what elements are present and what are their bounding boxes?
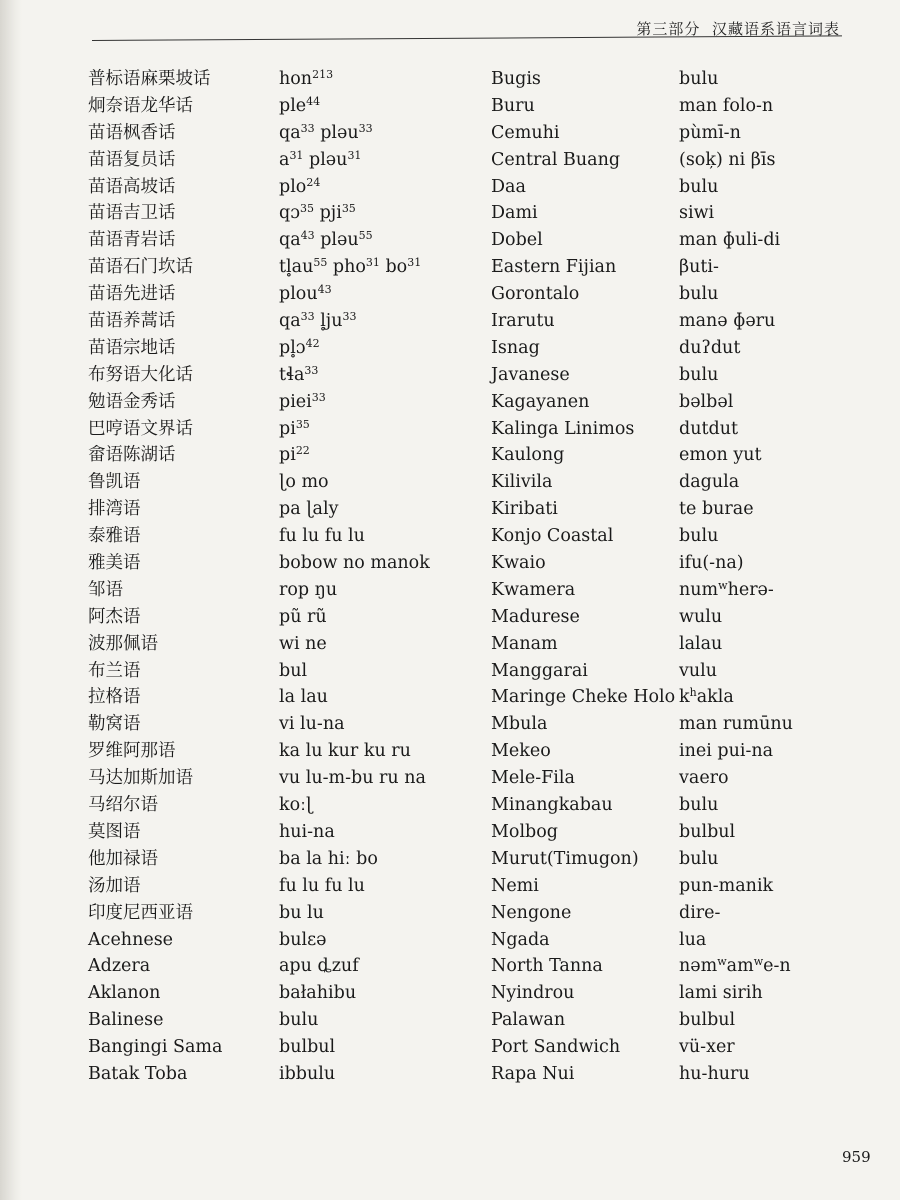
form-text: rop ŋu: [279, 579, 338, 600]
word-form: [679, 281, 859, 308]
form-text: ple: [279, 95, 307, 116]
form-text: l̥ju: [314, 311, 343, 332]
tone-superscript: 33: [304, 363, 319, 377]
form-text: lalau: [679, 633, 723, 654]
form-text: bulbul: [279, 1037, 336, 1058]
form-text: wi ne: [279, 633, 327, 654]
form-text: bulu: [679, 848, 719, 869]
word-form: [679, 765, 859, 792]
language-name: 布兰语: [88, 660, 141, 681]
word-form: [679, 308, 859, 335]
word-form: [279, 523, 484, 550]
language-name: Kwamera: [491, 579, 576, 600]
tone-superscript: 43: [317, 283, 332, 297]
page-binding-shadow: [0, 0, 22, 1200]
form-text: ba la hiː bo: [279, 848, 378, 869]
form-text: k: [679, 687, 690, 708]
language-name: Nemi: [491, 875, 539, 896]
word-form: [279, 604, 484, 631]
tone-superscript: 33: [300, 310, 315, 324]
word-form: [279, 442, 484, 469]
form-text: βuti-: [679, 257, 719, 278]
word-form: [279, 66, 484, 93]
form-text: ibbulu: [279, 1063, 336, 1084]
language-name: Batak Toba: [88, 1063, 188, 1084]
language-name: North Tanna: [491, 956, 603, 977]
word-form: [679, 1034, 859, 1061]
language-name: 雅美语: [88, 553, 141, 574]
tone-superscript: w: [717, 955, 727, 969]
word-form: [679, 980, 859, 1007]
word-form: [279, 174, 484, 201]
word-form: [679, 362, 859, 389]
form-text: pun-manik: [679, 875, 774, 896]
word-form: [679, 631, 859, 658]
language-name: Mele-Fila: [491, 768, 575, 789]
form-text: hu-huru: [679, 1063, 750, 1084]
language-name: 马达加斯加语: [88, 768, 193, 789]
form-text: pho: [327, 257, 366, 278]
language-name: Molbog: [491, 821, 558, 842]
form-text: pi: [279, 445, 296, 466]
language-name: 苗语养蒿话: [88, 311, 176, 332]
form-text: vulu: [679, 660, 718, 681]
word-form: [679, 496, 859, 523]
form-text: pji: [314, 203, 342, 224]
word-form: [679, 953, 859, 980]
tone-superscript: 43: [300, 229, 315, 243]
tone-superscript: 31: [347, 148, 362, 162]
language-name: 勉语金秀话: [88, 391, 176, 412]
word-form: [279, 147, 484, 174]
word-form: [679, 469, 859, 496]
form-text: nəm: [679, 956, 718, 977]
form-text: bulu: [679, 176, 719, 197]
form-text: herə-: [727, 579, 774, 600]
word-form: [279, 738, 484, 765]
form-text: pa ɭaly: [279, 499, 339, 520]
language-name: 莫图语: [88, 821, 141, 842]
word-form: [679, 1007, 859, 1034]
word-form: [279, 658, 484, 685]
language-name: Rapa Nui: [491, 1063, 575, 1084]
language-name: Dobel: [491, 230, 543, 251]
language-name: 印度尼西亚语: [88, 902, 193, 923]
form-text: qɔ: [279, 203, 301, 224]
page-number: 959: [842, 1148, 871, 1166]
language-name: Gorontalo: [491, 284, 580, 305]
form-text: vu lu-m-bu ru na: [279, 768, 426, 789]
language-name: Cemuhi: [491, 122, 560, 143]
form-text: bo: [379, 257, 408, 278]
language-name: 马绍尔语: [88, 795, 158, 816]
language-name: Eastern Fijian: [491, 257, 617, 278]
language-name: Murut(Timugon): [491, 848, 639, 869]
word-form: [679, 227, 859, 254]
word-form: [679, 577, 859, 604]
language-name: Isnag: [491, 337, 540, 358]
language-name: 普标语麻栗坡话: [88, 69, 211, 89]
language-name: Dami: [491, 203, 538, 224]
language-name: Acehnese: [88, 929, 174, 950]
tone-superscript: 33: [300, 121, 315, 135]
language-name: 阿杰语: [88, 606, 141, 627]
word-form: [279, 254, 484, 281]
language-name: Minangkabau: [491, 795, 613, 816]
word-form: [679, 792, 859, 819]
form-text: vi lu-na: [279, 714, 345, 735]
language-name: Manam: [491, 633, 558, 654]
word-form: [279, 765, 484, 792]
form-text: bulu: [679, 526, 719, 547]
form-text: hon: [279, 69, 313, 89]
word-form: [279, 711, 484, 738]
language-name: Port Sandwich: [491, 1037, 621, 1058]
form-text: siwi: [679, 203, 715, 224]
tone-superscript: w: [753, 955, 764, 969]
tone-superscript: 31: [289, 148, 304, 162]
language-name: Bugis: [491, 69, 541, 89]
form-text: manə ɸəru: [679, 311, 776, 332]
language-name: Bangingi Sama: [88, 1037, 223, 1058]
language-name: Ngada: [491, 929, 550, 950]
form-text: bulu: [679, 795, 719, 816]
language-name: Daa: [491, 176, 526, 197]
language-name: Kiribati: [491, 499, 558, 520]
form-text: ifu(-na): [679, 553, 744, 574]
word-form: [679, 900, 859, 927]
word-form: [279, 281, 484, 308]
word-form: [679, 550, 859, 577]
word-form: [279, 227, 484, 254]
word-form: [279, 335, 484, 362]
form-text: man folo-n: [679, 95, 774, 116]
form-text: (soķ) ni βīs: [679, 149, 776, 170]
form-text: bulu: [679, 364, 719, 385]
language-name: 苗语吉卫话: [88, 203, 176, 224]
word-form: [279, 1007, 484, 1034]
word-form: [679, 93, 859, 120]
tone-superscript: 31: [407, 256, 422, 270]
form-text: pùmī-n: [679, 122, 741, 143]
language-name: Manggarai: [491, 660, 588, 681]
word-form: [279, 819, 484, 846]
language-name: 苗语复员话: [88, 149, 176, 170]
tone-superscript: 35: [300, 202, 315, 216]
word-form: [279, 550, 484, 577]
word-form: [679, 442, 859, 469]
form-text: ɭo mo: [279, 472, 329, 493]
form-text: dagula: [679, 472, 740, 493]
language-name: Maringe Cheke Holo: [491, 687, 676, 708]
word-form: [679, 200, 859, 227]
tone-superscript: 42: [305, 336, 320, 350]
form-text: bulu: [679, 69, 719, 89]
word-form: [679, 846, 859, 873]
tone-superscript: 35: [341, 202, 356, 216]
form-text: plo: [279, 176, 307, 197]
form-text: man ɸuli-di: [679, 230, 781, 251]
language-name: Kaulong: [491, 445, 565, 466]
language-name: 鲁凯语: [88, 472, 141, 493]
language-name: Nengone: [491, 902, 572, 923]
form-text: emon yut: [679, 445, 762, 466]
form-text: num: [679, 579, 719, 600]
tone-superscript: 55: [358, 229, 373, 243]
form-text: plou: [279, 284, 318, 305]
word-form: [679, 658, 859, 685]
tone-superscript: w: [718, 578, 728, 592]
form-text: lua: [679, 929, 707, 950]
language-name: 苗语高坡话: [88, 176, 176, 197]
word-form: [279, 873, 484, 900]
language-name: Kilivila: [491, 472, 553, 493]
language-name: 苗语先进话: [88, 284, 176, 305]
word-form: [279, 980, 484, 1007]
word-form: [679, 254, 859, 281]
language-name: Central Buang: [491, 149, 621, 170]
form-text: vü-xer: [679, 1037, 735, 1058]
word-form: [279, 469, 484, 496]
language-name: Kwaio: [491, 553, 546, 574]
form-text: pləu: [314, 122, 359, 143]
word-form: [679, 120, 859, 147]
tone-superscript: 33: [358, 121, 373, 135]
form-text: bəlbəl: [679, 391, 734, 412]
form-text: lami sirih: [679, 983, 763, 1004]
form-text: duʔdut: [679, 337, 741, 358]
language-name: 汤加语: [88, 875, 141, 896]
form-text: inei pui-na: [679, 741, 774, 762]
form-text: pləu: [303, 149, 348, 170]
form-text: bulu: [679, 284, 719, 305]
word-form: [679, 389, 859, 416]
language-name: 拉格语: [88, 687, 141, 708]
language-name: 波那佩语: [88, 633, 158, 654]
word-form: [279, 927, 484, 954]
word-form: [679, 523, 859, 550]
word-form: [679, 711, 859, 738]
form-text: pləu: [314, 230, 359, 251]
form-text: dire-: [679, 902, 721, 923]
word-form: [679, 416, 859, 443]
language-name: Javanese: [491, 364, 570, 385]
form-text: koːɭ: [279, 795, 313, 816]
language-name: 排湾语: [88, 499, 141, 520]
tone-superscript: 55: [313, 256, 328, 270]
form-text: e-n: [763, 956, 791, 977]
language-name: 苗语枫香话: [88, 122, 176, 143]
form-text: man rumūnu: [679, 714, 793, 735]
form-text: apu ȡzuf: [279, 956, 359, 977]
right-language-column: [491, 66, 676, 1088]
language-name: Kagayanen: [491, 391, 590, 412]
word-form: [279, 308, 484, 335]
word-form: [279, 846, 484, 873]
form-text: bu lu: [279, 902, 324, 923]
language-name: Balinese: [88, 1010, 164, 1031]
tone-superscript: 213: [312, 68, 334, 81]
language-name: Mekeo: [491, 741, 551, 762]
tone-superscript: 44: [306, 94, 321, 108]
language-name: Nyindrou: [491, 983, 575, 1004]
word-form: [679, 927, 859, 954]
form-text: bulu: [279, 1010, 319, 1031]
word-form: [679, 174, 859, 201]
word-form: [279, 389, 484, 416]
language-name: 他加禄语: [88, 848, 158, 869]
form-text: pũ rũ: [279, 606, 327, 627]
form-text: dutdut: [679, 418, 739, 439]
language-name: Kalinga Linimos: [491, 418, 635, 439]
form-text: akla: [696, 687, 734, 708]
form-text: pl̥ɔ: [279, 337, 306, 358]
language-name: 苗语青岩话: [88, 230, 176, 251]
word-form: [679, 819, 859, 846]
word-form: [679, 147, 859, 174]
language-name: 邹语: [88, 579, 123, 600]
language-name: 苗语石门坎话: [88, 257, 193, 278]
form-text: la lau: [279, 687, 328, 708]
language-name: 巴哼语文界话: [88, 418, 193, 439]
form-text: piei: [279, 391, 312, 412]
word-form: [679, 335, 859, 362]
word-form: [679, 873, 859, 900]
word-form: [279, 953, 484, 980]
language-name: Irarutu: [491, 311, 555, 332]
word-form: [279, 631, 484, 658]
language-name: Konjo Coastal: [491, 526, 614, 547]
language-name: Buru: [491, 95, 535, 116]
language-name: 泰雅语: [88, 526, 141, 547]
word-form: [279, 93, 484, 120]
word-form: [279, 792, 484, 819]
form-text: tl̥au: [279, 257, 314, 278]
form-text: fu lu fu lu: [279, 526, 365, 547]
language-name: Adzera: [88, 956, 151, 977]
tone-superscript: 35: [295, 417, 310, 431]
language-name: Aklanon: [88, 983, 161, 1004]
word-form: [279, 416, 484, 443]
word-form: [279, 900, 484, 927]
language-name: 勒窝语: [88, 714, 141, 735]
form-text: am: [726, 956, 754, 977]
word-form: [279, 120, 484, 147]
tone-superscript: h: [689, 686, 697, 700]
word-form: [679, 684, 859, 711]
form-text: tɬa: [279, 364, 305, 385]
form-text: bałahibu: [279, 983, 357, 1004]
form-text: qa: [279, 230, 301, 251]
right-form-column: [679, 66, 859, 1088]
header-title: 汉藏语系语言词表: [711, 20, 840, 38]
form-text: bulbul: [679, 821, 736, 842]
form-text: qa: [279, 122, 301, 143]
form-text: qa: [279, 311, 301, 332]
word-form: [279, 1061, 484, 1088]
form-text: a: [279, 149, 290, 170]
form-text: vaero: [679, 768, 729, 789]
language-name: 罗维阿那语: [88, 741, 176, 762]
form-text: bulɛə: [279, 929, 327, 950]
tone-superscript: 33: [311, 390, 326, 404]
word-form: [279, 362, 484, 389]
language-name: Madurese: [491, 606, 580, 627]
word-form: [279, 684, 484, 711]
left-language-column: [88, 66, 273, 1088]
form-text: wulu: [679, 606, 723, 627]
language-name: Mbula: [491, 714, 548, 735]
tone-superscript: 24: [306, 175, 321, 189]
form-text: bul: [279, 660, 308, 681]
word-form: [279, 496, 484, 523]
language-name: 炯奈语龙华话: [88, 95, 193, 116]
language-name: 畲语陈湖话: [88, 445, 176, 466]
form-text: bulbul: [679, 1010, 736, 1031]
word-form: [279, 200, 484, 227]
word-form: [679, 66, 859, 93]
tone-superscript: 22: [295, 444, 310, 458]
form-text: pi: [279, 418, 296, 439]
form-text: ka lu kur ku ru: [279, 741, 411, 762]
word-form: [679, 738, 859, 765]
form-text: hui-na: [279, 821, 335, 842]
form-text: bobow no manok: [279, 553, 430, 574]
word-form: [279, 577, 484, 604]
form-text: te burae: [679, 499, 754, 520]
left-form-column: [279, 66, 484, 1088]
word-form: [279, 1034, 484, 1061]
form-text: fu lu fu lu: [279, 875, 365, 896]
language-name: Palawan: [491, 1010, 566, 1031]
tone-superscript: 31: [365, 256, 380, 270]
word-form: [679, 604, 859, 631]
word-form: [679, 1061, 859, 1088]
language-name: 苗语宗地话: [88, 337, 176, 358]
tone-superscript: 33: [342, 310, 357, 324]
language-name: 布努语大化话: [88, 364, 193, 385]
header-section: 第三部分: [636, 20, 701, 38]
